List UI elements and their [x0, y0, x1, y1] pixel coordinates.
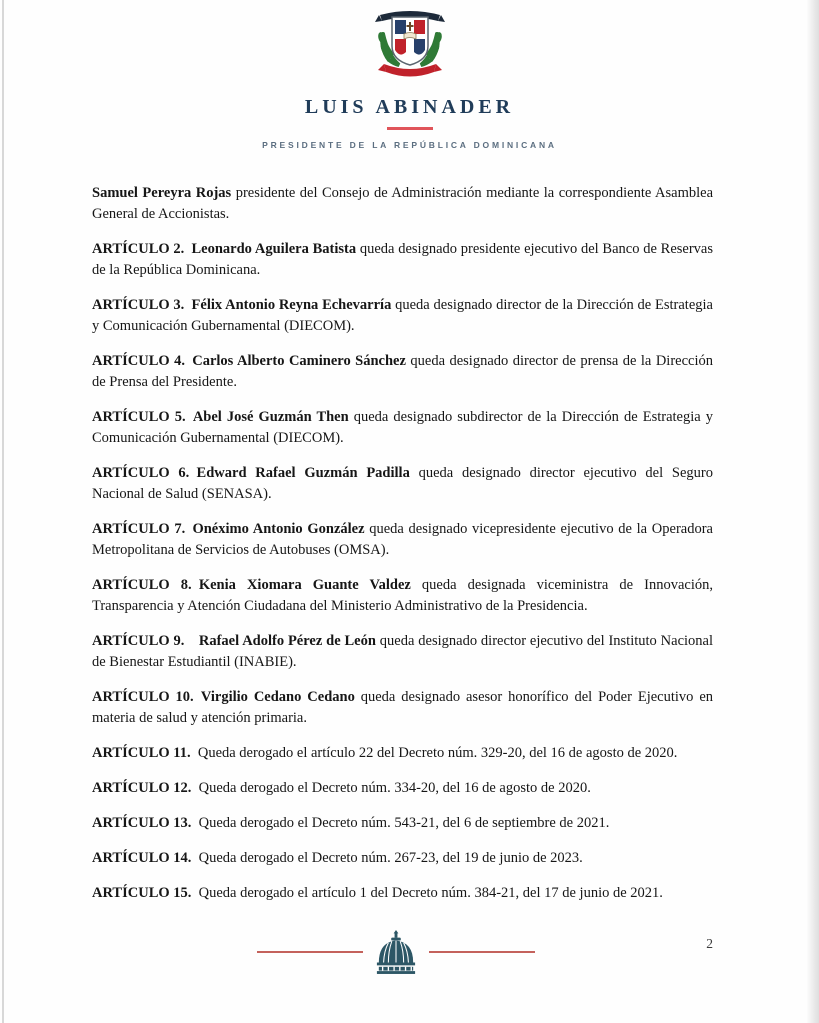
article-heading: ARTÍCULO 3. Félix Antonio Reyna Echevarría	[92, 297, 392, 313]
palace-dome-icon	[375, 930, 417, 974]
person-name: Samuel Pereyra Rojas	[92, 185, 232, 201]
article-6: ARTÍCULO 6. Edward Rafael Guzmán Padilla queda designado director ejecutivo del Seguro Nacional de Salud (SENASA).	[92, 465, 713, 502]
article-5: ARTÍCULO 5. Abel José Guzmán Then queda designado subdirector de la Dirección de Estrategia y Comunicación Gubernamental (DIECOM).	[92, 409, 713, 446]
article-heading: ARTÍCULO 6. Edward Rafael Guzmán Padilla	[92, 465, 410, 481]
article-7: ARTÍCULO 7. Onéximo Antonio González queda designado vicepresidente ejecutivo de la Operadora Metropolitana de Servicios de Autobuses (OMSA).	[92, 521, 713, 558]
dominican-coat-of-arms-icon	[366, 8, 454, 82]
article-heading: ARTÍCULO 14.	[92, 850, 192, 866]
article-heading: ARTÍCULO 4. Carlos Alberto Caminero Sánchez	[92, 353, 406, 369]
article-heading: ARTÍCULO 15.	[92, 885, 192, 901]
scan-edge-left	[2, 0, 4, 1023]
article-12: ARTÍCULO 12. Queda derogado el Decreto núm. 334-20, del 16 de agosto de 2020.	[92, 780, 591, 796]
paragraph-continuation: Samuel Pereyra Rojas presidente del Consejo de Administración mediante la correspondiente Asamblea General de Accionistas.	[92, 185, 713, 222]
article-8: ARTÍCULO 8. Kenia Xiomara Guante Valdez queda designada viceministra de Innovación, Transparencia y Atención Ciudadana del Ministerio Administrativo de la Presidencia.	[92, 577, 713, 614]
title-underline-rule	[387, 127, 433, 130]
president-role-subtitle: PRESIDENTE DE LA REPÚBLICA DOMINICANA	[262, 140, 557, 150]
article-4: ARTÍCULO 4. Carlos Alberto Caminero Sánchez queda designado director de prensa de la Dirección de Prensa del Presidente.	[92, 353, 713, 390]
article-14: ARTÍCULO 14. Queda derogado el Decreto núm. 267-23, del 19 de junio de 2023.	[92, 850, 583, 866]
page-number: 2	[706, 936, 713, 951]
article-2: ARTÍCULO 2. Leonardo Aguilera Batista queda designado presidente ejecutivo del Banco de Reservas de la República Dominicana.	[92, 241, 713, 278]
article-15: ARTÍCULO 15. Queda derogado el artículo 1 del Decreto núm. 384-21, del 17 de junio de 2021.	[92, 885, 663, 901]
letterhead	[0, 0, 819, 150]
article-heading: ARTÍCULO 12.	[92, 780, 192, 796]
article-11: ARTÍCULO 11. Queda derogado el artículo 22 del Decreto núm. 329-20, del 16 de agosto de 2020.	[92, 745, 678, 761]
article-10: ARTÍCULO 10. Virgilio Cedano Cedano queda designado asesor honorífico del Poder Ejecutivo en materia de salud y atención primaria.	[92, 689, 714, 726]
article-heading: ARTÍCULO 8. Kenia Xiomara Guante Valdez	[92, 577, 411, 593]
scan-edge-right	[806, 0, 819, 1023]
footer-rule-left	[257, 951, 363, 953]
decree-body	[92, 183, 713, 904]
article-heading: ARTÍCULO 5. Abel José Guzmán Then	[92, 409, 349, 425]
article-heading: ARTÍCULO 7. Onéximo Antonio González	[92, 521, 365, 537]
article-13: ARTÍCULO 13. Queda derogado el Decreto núm. 543-21, del 6 de septiembre de 2021.	[92, 815, 610, 831]
president-name: LUIS ABINADER	[304, 96, 515, 118]
article-3: ARTÍCULO 3. Félix Antonio Reyna Echevarría queda designado director de la Dirección de Estrategia y Comunicación Gubernamental (DIECOM).	[92, 297, 713, 334]
footer-rule-right	[429, 951, 535, 953]
article-heading: ARTÍCULO 13.	[92, 815, 192, 831]
article-9: ARTÍCULO 9. Rafael Adolfo Pérez de León queda designado director ejecutivo del Instituto Nacional de Bienestar Estudiantil (INABIE).	[92, 633, 713, 670]
article-heading: ARTÍCULO 11.	[92, 745, 191, 761]
page-footer	[0, 930, 805, 974]
article-heading: ARTÍCULO 9. Rafael Adolfo Pérez de León	[92, 633, 376, 649]
article-heading: ARTÍCULO 2. Leonardo Aguilera Batista	[92, 241, 357, 257]
article-heading: ARTÍCULO 10. Virgilio Cedano Cedano	[92, 689, 355, 705]
